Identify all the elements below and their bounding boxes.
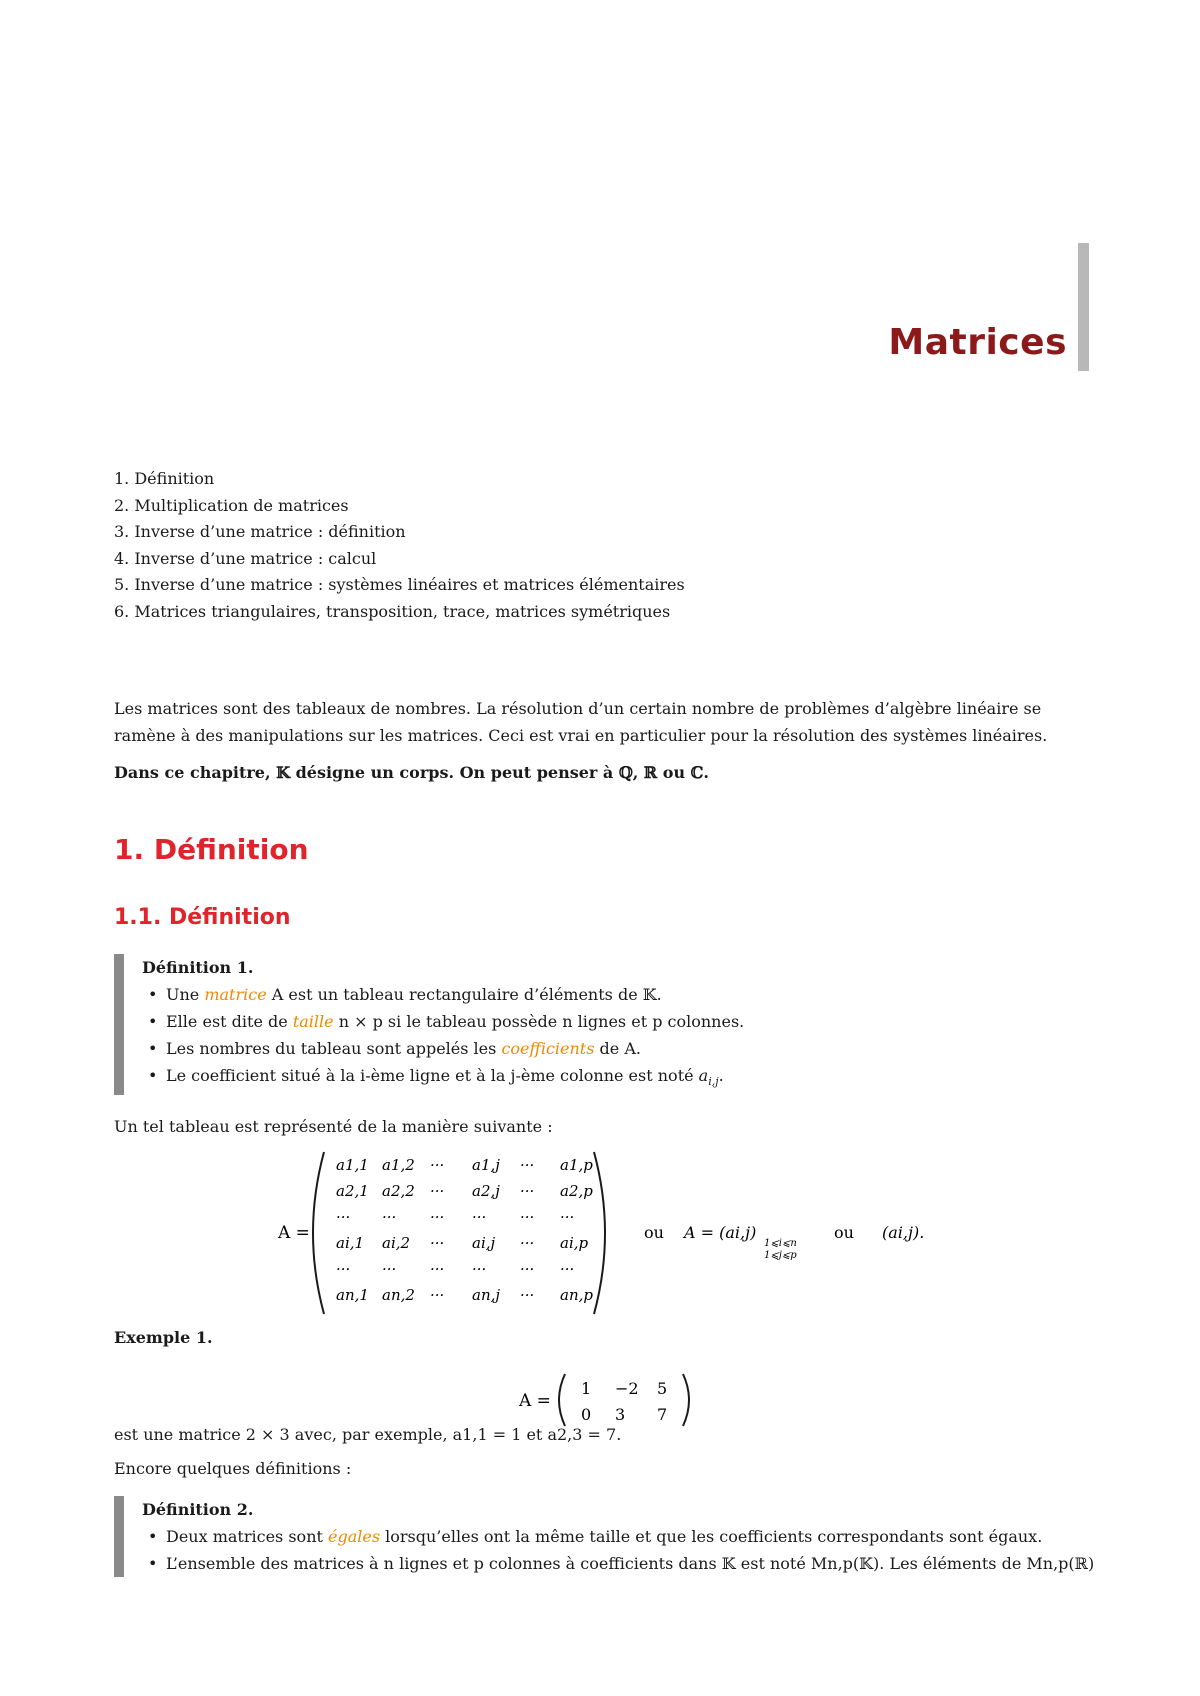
definition-bullet: • Elle est dite de taille n × p si le tableau possède n lignes et p colonnes. (148, 1012, 745, 1031)
field-statement: Dans ce chapitre, 𝕂 désigne un corps. On peut penser à ℚ, ℝ ou ℂ. (114, 763, 709, 782)
definition-box-1 (114, 954, 744, 1095)
matrix-cell: ··· (520, 1260, 535, 1278)
ou-label: ou (834, 1223, 854, 1242)
definition-bullet: • Une matrice A est un tableau rectangulaire d’éléments de 𝕂. (148, 985, 662, 1004)
definition-title: Définition 1. (142, 958, 254, 977)
matrix-cell: ··· (430, 1260, 445, 1278)
matrix-cell: ··· (520, 1234, 535, 1252)
matrix-cell: a1,j (472, 1156, 500, 1174)
matrix-cell: ··· (560, 1260, 575, 1278)
term-highlight: coefficients (501, 1039, 595, 1058)
title-accent-bar (1078, 243, 1089, 371)
representation-intro: Un tel tableau est représenté de la manière suivante : (114, 1117, 553, 1136)
definition-bullets (142, 981, 744, 1095)
matrix-lhs: A = (519, 1391, 551, 1411)
toc-item[interactable]: 4. Inverse d’une matrice : calcul (114, 548, 377, 568)
definition-bullet: • Deux matrices sont égales lorsqu’elles ont la même taille et que les coefficients correspondants sont égaux. (148, 1527, 1043, 1546)
toc-item[interactable]: 2. Multiplication de matrices (114, 495, 349, 515)
more-definitions: Encore quelques définitions : (114, 1459, 352, 1478)
definition-bullet: • Les nombres du tableau sont appelés les coefficients de A. (148, 1039, 641, 1058)
alt-sub-i: 1⩽i⩽n (764, 1238, 797, 1249)
left-paren (559, 1374, 565, 1426)
matrix-cell: a2,1 (336, 1182, 369, 1200)
alt-sub-j: 1⩽j⩽p (764, 1250, 797, 1261)
matrix-cell: ··· (430, 1234, 445, 1252)
matrix-cell: ··· (382, 1260, 397, 1278)
matrix-cell: a2,p (560, 1182, 593, 1200)
definition-title: Définition 2. (142, 1500, 254, 1519)
toc-item[interactable]: 3. Inverse d’une matrice : définition (114, 522, 406, 541)
definition-bullets (142, 1523, 1094, 1577)
matrix-cell: ··· (430, 1208, 445, 1226)
matrix-cell: ··· (560, 1208, 575, 1226)
term-highlight: matrice (204, 985, 267, 1004)
definition-bullet: • L’ensemble des matrices à n lignes et p colonnes à coefficients dans 𝕂 est noté Mn,p(𝕂). Les éléments de Mn,p(ℝ) (148, 1554, 1095, 1573)
matrix-cell: ··· (430, 1182, 445, 1200)
matrix-cell: a2,j (472, 1182, 500, 1200)
ou-label: ou (644, 1223, 664, 1242)
toc-item[interactable]: 6. Matrices triangulaires, transposition, trace, matrices symétriques (114, 601, 671, 621)
alt-notation-short: (ai,j). (882, 1223, 925, 1242)
page-title: Matrices (888, 322, 1067, 363)
example-title: Exemple 1. (114, 1328, 213, 1347)
toc-item[interactable]: 1. Définition (114, 469, 215, 488)
definition-box-2 (114, 1496, 1094, 1577)
subsection-heading: 1.1. Définition (114, 905, 291, 930)
matrix-cell: ai,2 (382, 1234, 411, 1252)
section-heading: 1. Définition (114, 833, 309, 866)
example-matrix (515, 1370, 695, 1430)
matrix-cell: ai,1 (336, 1234, 365, 1252)
matrix-cell: ··· (472, 1208, 487, 1226)
matrix-cell: a1,2 (382, 1156, 415, 1174)
matrix-cell: 1 (581, 1379, 592, 1398)
term-highlight: égales (328, 1527, 381, 1546)
matrix-cell: ··· (382, 1208, 397, 1226)
matrix-cell: an,2 (382, 1286, 415, 1304)
matrix-cell: ··· (472, 1260, 487, 1278)
matrix-cell: ··· (520, 1182, 535, 1200)
matrix-cell: ··· (336, 1260, 351, 1278)
matrix-cell: a2,2 (382, 1182, 415, 1200)
example-text: est une matrice 2 × 3 avec, par exemple, a1,1 = 1 et a2,3 = 7. (114, 1425, 622, 1444)
alt-notation: A = (ai,j) (684, 1223, 757, 1242)
matrix-cell: 0 (581, 1405, 592, 1424)
right-paren (683, 1374, 689, 1426)
matrix-cell: an,j (472, 1286, 501, 1304)
general-matrix (272, 1148, 952, 1318)
intro-paragraph: Les matrices sont des tableaux de nombres. La résolution d’un certain nombre de problèmes d’algèbre linéaire se ramène à des manipulations sur les matrices. Ceci est vrai en particulier pour la résolution des systèmes linéaires. (114, 699, 1048, 745)
matrix-cell: ··· (520, 1286, 535, 1304)
matrix-cell: −2 (615, 1379, 639, 1398)
matrix-cell: an,p (560, 1286, 593, 1304)
matrix-lhs: A = (278, 1223, 310, 1243)
matrix-cell: a1,1 (336, 1156, 369, 1174)
toc-item[interactable]: 5. Inverse d’une matrice : systèmes linéaires et matrices élémentaires (114, 575, 685, 594)
term-highlight: taille (292, 1012, 334, 1031)
matrix-cell: a1,p (560, 1156, 593, 1174)
left-paren (313, 1152, 324, 1314)
matrix-cell: an,1 (336, 1286, 369, 1304)
matrix-cell: ··· (336, 1208, 351, 1226)
matrix-cell: ··· (520, 1208, 535, 1226)
matrix-cell: ai,p (560, 1234, 589, 1252)
table-of-contents (114, 466, 685, 625)
matrix-cell: ··· (430, 1286, 445, 1304)
matrix-cell: ai,j (472, 1234, 496, 1252)
matrix-cell: 3 (615, 1405, 626, 1424)
matrix-cell: ··· (430, 1156, 445, 1174)
matrix-cell: 5 (657, 1379, 668, 1398)
right-paren (594, 1152, 605, 1314)
matrix-cell: 7 (657, 1405, 668, 1424)
matrix-cell: ··· (520, 1156, 535, 1174)
definition-bullet: • Le coefficient situé à la i-ème ligne et à la j-ème colonne est noté $a_{i,j}$. (148, 1066, 724, 1089)
